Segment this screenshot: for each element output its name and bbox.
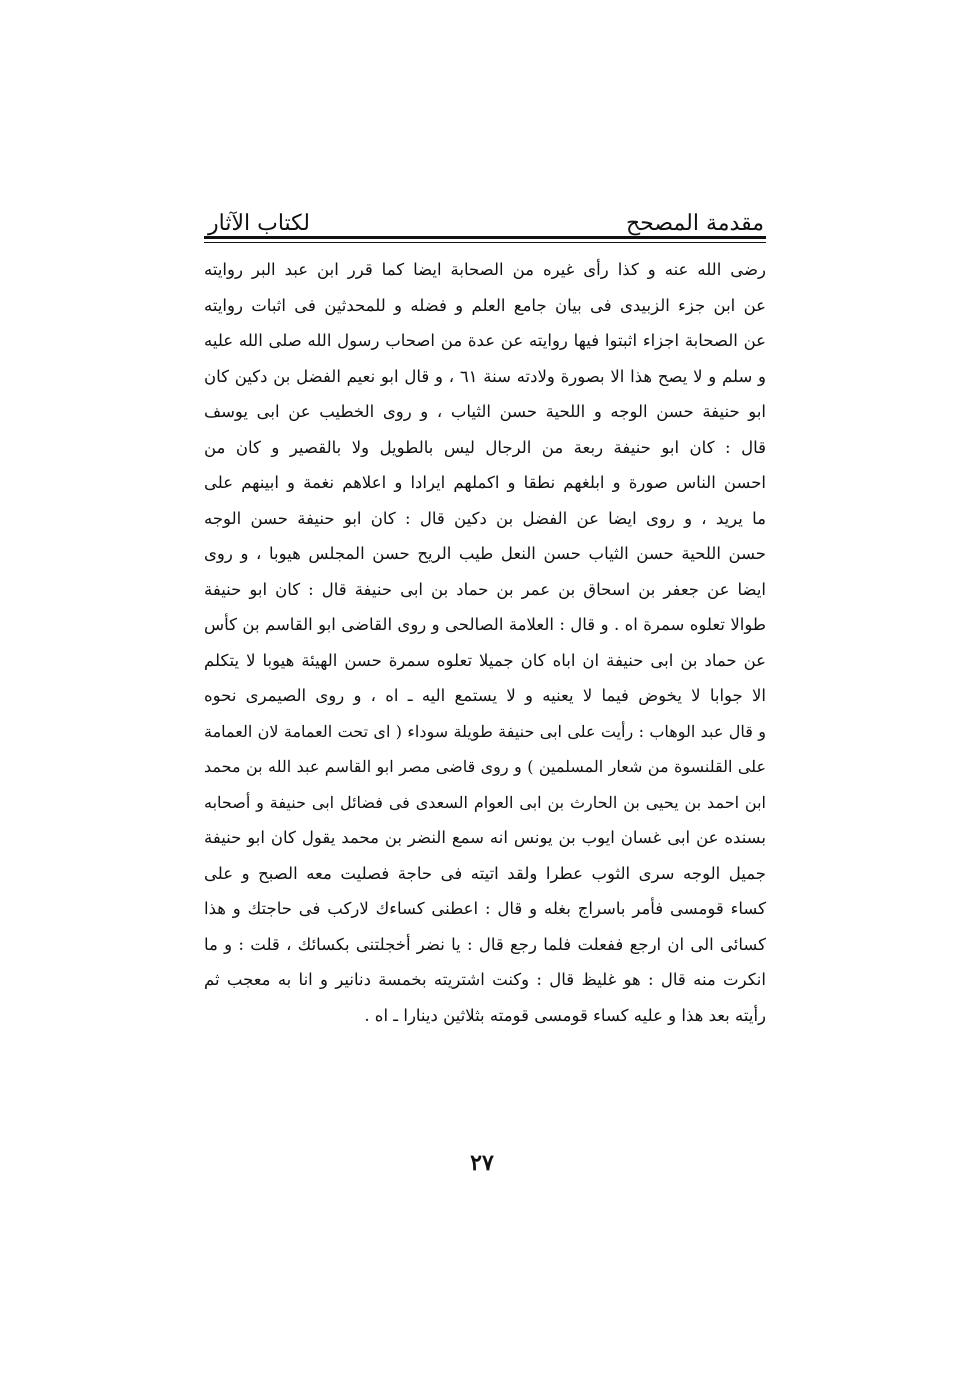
text-line: الا جوابا لا يخوض فيما لا يعنيه و لا يستمع اليه ـ اه ، و روى الصيمرى نحوه (204, 686, 766, 705)
body-text (204, 252, 766, 1033)
text-line: رضى الله عنه و كذا رأى غيره من الصحابة ايضا كما قرر ابن عبد البر روايته (204, 260, 766, 279)
text-line: و قال عبد الوهاب : رأيت على ابى حنيفة طويلة سوداء ( اى تحت العمامة لان العمامة (204, 721, 766, 741)
text-line: و سلم و لا يصح هذا الا بصورة ولادته سنة ٦١ ، و قال ابو نعيم الفضل بن دكين كان (204, 366, 766, 386)
header-chapter-title: مقدمة المصحح (625, 211, 764, 236)
text-line: ما يريد ، و روى ايضا عن الفضل بن دكين قال : كان ابو حنيفة حسن الوجه (204, 508, 766, 528)
header-book-title: لكتاب الآثار (208, 211, 311, 236)
text-line: ابو حنيفة حسن الوجه و اللحية حسن الثياب ، و روى الخطيب عن ابى يوسف (204, 402, 766, 421)
text-line: رأيته بعد هذا و عليه كساء قومسى قومته بثلاثين دينارا ـ اه . (364, 1005, 766, 1025)
text-line: كسائى الى ان ارجع ففعلت فلما رجع قال : يا نضر أخجلتنى بكسائك ، قلت : و ما (204, 934, 766, 954)
text-line: انكرت منه قال : هو غليظ قال : وكنت اشتريته بخمسة دنانير و انا به معجب ثم (204, 970, 766, 989)
text-line: عن الصحابة اجزاء اثبتوا فيها روايته عن عدة من اصحاب رسول الله صلى الله عليه (204, 331, 766, 350)
text-line: قال : كان ابو حنيفة ربعة من الرجال ليس بالطويل ولا بالقصير و كان من (204, 437, 766, 457)
header-rule-thick (204, 236, 766, 239)
text-line: ابن احمد بن يحيى بن الحارث بن ابى العوام السعدى فى فضائل ابى حنيفة و أصحابه (204, 792, 766, 812)
running-header (208, 196, 764, 236)
text-line: كساء قومسى فأمر باسراج بغله و قال : اعطنى كساءك لاركب فى حاجتك و هذا (204, 899, 766, 918)
text-line: جميل الوجه سرى الثوب عطرا ولقد اتيته فى حاجة فصليت معه الصبح و على (204, 863, 766, 883)
text-line: بسنده عن ابى غسان ايوب بن يونس انه سمع النضر بن محمد يقول كان ابو حنيفة (204, 828, 766, 847)
text-line: حسن اللحية حسن الثياب حسن النعل طيب الريح حسن المجلس هيوبا ، و روى (204, 544, 766, 563)
text-line: عن ابن جزء الزبيدى فى بيان جامع العلم و فضله و للمحدثين فى اثبات روايته (204, 295, 766, 315)
text-line: عن حماد بن ابى حنيفة ان اباه كان جميلا تعلوه سمرة حسن الهيئة هيوبا لا يتكلم (204, 650, 766, 670)
text-line: طوالا تعلوه سمرة اه . و قال : العلامة الصالحى و روى القاضى ابو القاسم بن كأس (204, 615, 766, 634)
text-line: على القلنسوة من شعار المسلمين ) و روى قاضى مصر ابو القاسم عبد الله بن محمد (204, 757, 766, 776)
text-line: ايضا عن جعفر بن اسحاق بن عمر بن حماد بن ابى حنيفة قال : كان ابو حنيفة (204, 579, 766, 599)
page-number: ٢٧ (470, 1150, 494, 1176)
header-rule-thin (204, 242, 766, 243)
text-line: احسن الناس صورة و ابلغهم نطقا و اكملهم ايرادا و اعلاهم نغمة و ابينهم على (204, 473, 766, 492)
